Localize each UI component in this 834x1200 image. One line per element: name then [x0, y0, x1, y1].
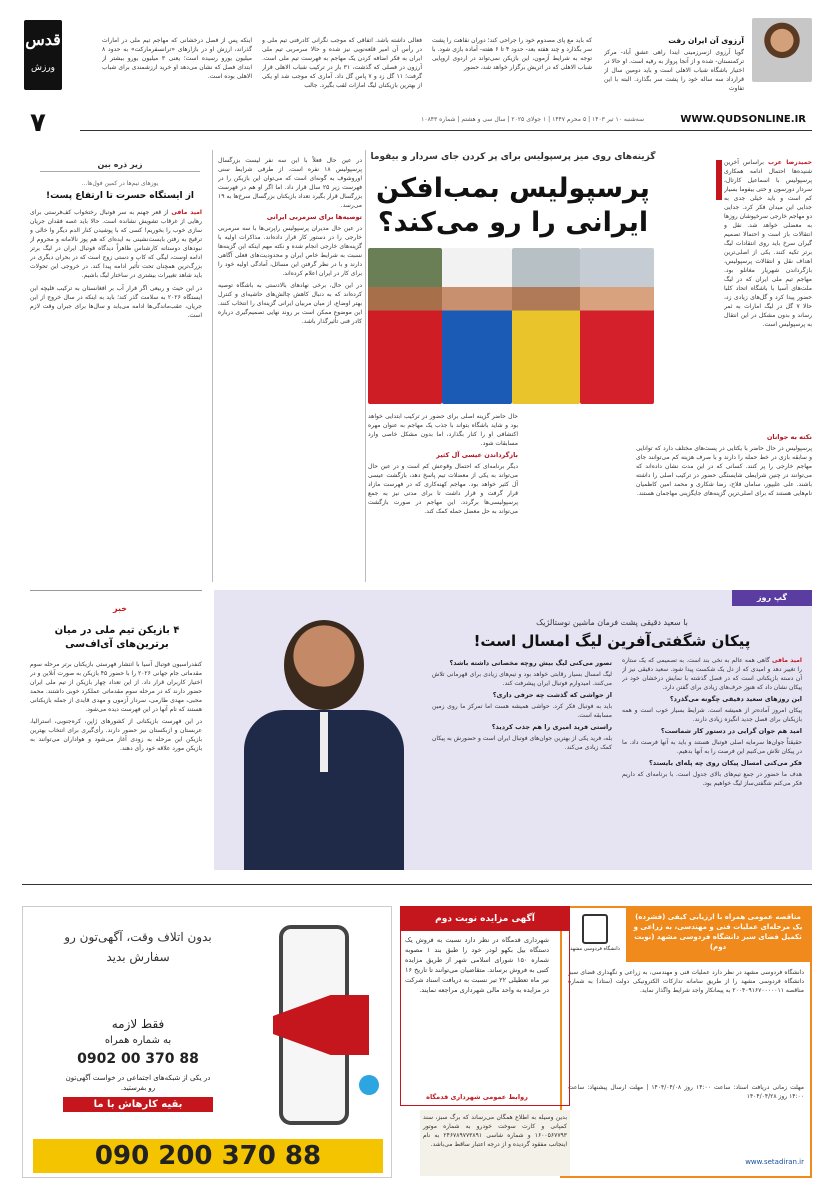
main-sub2: بازگرداندن عیسی آل کثیر — [436, 451, 518, 459]
university-logo — [570, 914, 620, 958]
classified-social: در یکی از شبکه‌های اجتماعی در خواست آگهی‌تون رو بفرستید. — [65, 1074, 211, 1092]
auction-footer: روابط عمومی شهرداری قدمگاه — [426, 1093, 528, 1101]
tender-dates: مهلت زمانی دریافت اسناد: ساعت ۱۴:۰۰ روز ۱۴۰۴/۰۴/۰۸ | مهلت ارسال پیشنهاد: ساعت ۱۴:۰۰ روز ۱۴۰۴/۰۴/۲۸ — [568, 1084, 804, 1100]
interview-a2: حقیقتاً جوان‌ها سرمایه اصلی فوتبال هستند و باید به آنها فرصت داد. ما در پیکان تلاش می‌کنیم این فرصت را به آنها بدهیم. — [622, 739, 802, 755]
main-col-mid — [368, 412, 518, 582]
main-col-right-b — [636, 430, 812, 580]
classified-tagline: بدون اتلاف وقت، آگهی‌تون رو سفارش بدید — [64, 930, 212, 964]
main-col-right — [724, 158, 812, 428]
left-bottom-kicker: خبر — [112, 604, 127, 613]
left-bottom-text: کنفدراسیون فوتبال آسیا با انتشار فهرستی بازیکنان برتر مرحله سوم مقدماتی جام جهانی ۲۰۲۶ را با حضور ۴۵ بازیکن به صورت آنلاین و در اختیار کاربران قرار داد. از این تعداد چهار بازیکن از تیم ملی ایران حضور دارند که در مرحله سوم مقدماتی عملکرد خوبی داشتند. محمد محبی، مهدی طارمی، سردار آزمون و مهدی قایدی از جمله بازیکنانی هستند که نام آنها در این فهرست دیده می‌شود. — [30, 661, 202, 713]
player-photo-2 — [512, 248, 580, 404]
left-top-text: از قعر جهنم به سر فوتبال رختخواب کف‌فرستی برای رهایی از غرقاب تشویش نشانده است. حالا باید غصه فقدان جریان سازی خوب را بخوریم! کسی که با پوشیدن کنار الدم دیگر وا خالی و ترقیج به رفتن بایست‌نشینی به ایده‌ای که هم پوز نالامانه و محروم از نبودهای دوستانه کارشناس ظاهراً دیدگاه فوتبال ایران در لیگ برتر ادامه اوست، لیگی که کاپ و دستی زوج است که در بحران دیگری در بزرگ‌ترین همچنان تحت تأثیر ادامه پیدا کند. در خروجی این تحولات باید شاهد تغییرات بیشتری در ساختار لیگ باشیم. — [30, 209, 202, 279]
main-col-left-3: در این حال، برخی نهادهای بالادستی به باشگاه توصیه کرده‌اند که به دنبال کاهش چالش‌های حاشیه‌ای و کنترل بهتر اوضاع، از میان مربیان ایرانی گزینه‌ای را انتخاب کنند. این موضوع ممکن است بر روند نهایی تصمیم‌گیری درباره کادر فنی تأثیرگذار باشد. — [218, 282, 362, 325]
tender-body: دانشگاه فردوسی مشهد در نظر دارد عملیات فنی و مهندسی، به زراعی و نگهداری فضای سبز دانشگاه فردوسی مشهد را از طریق سامانه تدارکات الکترونیکی دولت (ستاد) به شماره مناقصه ۲۰۰۴۰۹۱۶۷۰۰۰۰۰۱۱ به پیمانکار واجد شرایط واگذار نماید. — [568, 969, 804, 994]
left-bottom-headline: ۴ بازیکن تیم ملی در میان برترین‌های آی‌اف‌سی — [54, 625, 180, 650]
interview-q1: این روزهای سعید دقیقی چگونه می‌گذرد؟ — [669, 695, 802, 703]
main-kicker: گزینه‌های روی میز پرسپولیس برای پر کردن جای سردار و بیفوما — [370, 152, 656, 162]
player-photo-1 — [580, 248, 654, 404]
left-top-author: امید مافی — [171, 209, 202, 216]
main-sub3: توصیه‌ها برای سرمربی ایرانی — [266, 213, 362, 221]
classified-small-number[interactable]: 0902 00 370 88 — [77, 1051, 199, 1067]
auction-ad[interactable] — [400, 906, 570, 1106]
main-author: حمیدرضا عرب — [768, 159, 812, 166]
interview-col-left — [432, 656, 612, 866]
classified-big-number[interactable]: 090 200 370 88 — [33, 1139, 383, 1173]
player-photo-3 — [442, 248, 512, 404]
player-photo-4 — [368, 248, 442, 404]
main-col-left-text: در عین حال فعلاً با این سه نفر لیست بزرگسال پرسپولیس ۱۸ نفره است. از طرفی شرایط سنی اوروشوف به گونه‌ای است که می‌توان این بازیکن را در فهرست زیر ۲۵ سال قرار داد. اما اگر او هم در فهرست بزرگسال قرار بگیرد تعداد بازیکنان بزرگسال سرخ‌ها به ۱۹ می‌رسد. — [218, 157, 362, 209]
classified-cta: بقیه کارهاش با ما — [63, 1097, 213, 1112]
author-portrait — [752, 18, 812, 82]
interview-tag: گپ روز — [732, 590, 812, 606]
interview-a1: پیکان امروز آماده‌تر از همیشه است. شرایط بسیار خوب است و همه بازیکنان برای فصل جدید انگیزه زیادی دارند. — [622, 707, 802, 723]
interview-headline: پیکان شگفتی‌آفرین لیگ امسال است! — [473, 632, 751, 650]
interview-q3: فکر می‌کنی امسال پیکان روی چه پله‌ای بایستد؟ — [648, 759, 802, 767]
left-top-kicker: زیر ذره بین — [40, 160, 200, 172]
interview-box — [214, 590, 812, 870]
auction-title: آگهی مزایده نوبت دوم — [401, 907, 569, 931]
interview-q4: تصور می‌کنی لیگ بیش روچه مخصاتی داشته باشد؟ — [449, 659, 612, 667]
classified-number-label: به شماره همراه — [104, 1035, 172, 1046]
left-top-subkicker: یوزهای تیم‌ها در کمین فول‌ها... — [81, 180, 159, 187]
tender-header: مناقصه عمومی همراه با ارزیابی کیفی (فشرده) یک مرحله‌ای عملیات فنی و مهندسی، به زراعی و تکمیل فضای سبز دانشگاه فردوسی مشهد (نوبت دوم) — [626, 908, 810, 962]
auction-body: شهرداری قدمگاه در نظر دارد نسبت به فروش یک دستگاه بیل بکهو لودر خود را طبق بند ۱ مصوبه شماره ۱۵۰ شورای اسلامی شهر از طریق مزایده کتبی به فروش برساند. متقاضیان می‌توانند تا تاریخ ۱۶ تیر ماه تعطیلی ۲۲ تیر نسبت به دریافت اسناد شرکت در مزایده به واحد مالی شهرداری مراجعه نمایند. — [405, 936, 549, 994]
tender-ad[interactable] — [560, 906, 812, 1178]
main-accent-bar — [716, 160, 722, 200]
interview-q5: از حواشی که گذشت چه حرفی داری؟ — [492, 691, 612, 699]
main-col-mid-2: دیگر برنامه‌ای که احتمال وقوعش کم است و در عین حال می‌تواند به یکی از معضلات تیم پاسخ دهد، بازگشت عیسی آل کثیر خواهد بود. مهاجم کهنه‌کاری که در فهرست مازاد قرار گرفت و قرار داشت تا برای مدتی نیز به جمع پرسپولیسی‌ها برگردد. این مهاجم در صورت بازگشت می‌تواند به حل معضل حمله کمک کند. — [368, 463, 518, 515]
interview-a5: باید به فوتبال فکر کرد. حواشی همیشه هست اما تمرکز ما روی زمین مسابقه است. — [432, 703, 612, 719]
top-column-col4: اینکه پس از فصل درخشانی که مهاجم تیم ملی در امارات گذراند، ارزش او در بازارهای «ترانسفرمارکت» به حدود ۸ میلیون یورو رسیده است؛ یعنی ۳ میلیون یورو بیشتر از ابتدای فصل که نشان می‌دهد او خرید ارزشمندی برای شباب الاهلی بوده است. — [102, 37, 252, 80]
megaphone-phone — [259, 925, 379, 1125]
top-column-col2: که باید مع پای مصدوم خود را جراحی کند؛ دوران نقاهت را پشت سر بگذارد و چند هفته بعد- حدود ۴ تا ۶ هفته- آماده بازی شود. با توجه به شرایط آزمون، این بازیکن نمی‌تواند در اردوی اروپایی شباب الاهلی که در اتریش برگزار خواهد شد، حضور — [432, 37, 592, 71]
interview-a4: لیگ امسال بسیار رقابتی خواهد بود و تیم‌های زیادی برای قهرمانی تلاش می‌کنند. امیدوارم فوتبال ایران پیشرفت کند. — [432, 671, 612, 687]
interview-a6: بله، فرید یکی از بهترین جوان‌های فوتبال ایران است و حضورش به پیکان کمک زیادی می‌کند. — [432, 735, 612, 751]
section-name: ورزش — [30, 63, 56, 73]
main-col-left — [218, 156, 362, 582]
main-col-mid-text: حال حاضر گزینه اصلی برای حضور در ترکیب ابتدایی خواهد بود و شاید باشگاه بتواند با جذب یک مهاجم به عنوان مهره اکتشافی او را کنار بگذارد، اما بدون مشکل خاصی وارد مسابقات شود. — [368, 413, 518, 447]
tender-site[interactable]: www.setadiran.ir — [745, 1158, 804, 1166]
top-column-col1: گویا آرزوی ازسرزمینی ایندا راهی عشق آباد- مرکز ترکمنستان- شده و از آنجا پرواز به رفیه است. او حالا در اختیار باشگاه شباب الاهلی است و باید دومین سال از قرارداد سه ساله خود را پشت سر بگذارد. البته با این تفاوت — [604, 49, 744, 92]
issue-line: سه‌شنبه ۱۰ تیر ۱۴۰۳ | ۵ محرم ۱۴۴۷ | ۱ جولای ۲۰۲۵ | سال سی و هشتم | شماره ۱۰۸۴۳ — [421, 116, 644, 123]
top-column-col3: فعالی داشته باشد. اتفاقی که موجب نگرانی کادرفنی تیم ملی و در رأس آن امیر قلعه‌نویی نیز شده و حالا سرمربی تیم ملی ایران به فکر اضافه کردن یک مهاجم به فهرست تیم ملی است. آرزون در فصلی که گذشت، ۳۱ بار در ترکیب شباب الاهلی قرار گرفت؛ ۱۱ گل زد و ۷ پاس گل داد. آماری که موجب شد او یکی از بهترین بازیکنان لیگ امارات لقب بگیرد. جالب — [262, 37, 422, 89]
interview-col-right — [622, 656, 802, 866]
interview-photo — [224, 600, 424, 870]
main-col-left-2: در عین حال مدیران پرسپولیس راپرتی‌ها با سه سرمربی خارجی را در دستور کار قرار داده‌اند. مذاکرات اولیه با گزینه‌های خارجی انجام شده و نکته مهم اینکه این گزینه‌ها نسبت به شرایط خاص ایران و محدودیت‌های فعلی آگاهی دارند و با در نظر گرفتن این مسائل، آمادگی اولیه خود را برای کار در ایران اعلام کرده‌اند. — [218, 225, 362, 277]
interview-q2: امید هم جوان گرایی در دستور کار شماست؟ — [660, 727, 802, 735]
logo — [24, 20, 62, 90]
lost-document-notice: بدین وسیله به اطلاع همگان می‌رساند که برگ سبز، سند کمپانی و کارت سوخت خودرو به شماره موتور ۱۶۰۰۵۶۷۷۹۳ و شماره شاسی ۲۴۶۷۸۹۷۷۳۸۹۱ به نام اینجانب مفقود گردیده و از درجه اعتبار ساقط می‌باشد. — [420, 1110, 570, 1176]
logo-text: قدس — [25, 30, 61, 49]
main-col-right-2: پرسپولیس در حال حاضر با یکتایی در پست‌های مختلف دارد که توانایی و سابقه بازی در خط حمله را دارند و با صرف هزینه کم می‌توانند جای مهاجم خارجی را پر کنند. کسانی که در این مدت نشان داده‌اند که می‌توانند در چنین شرایطی شایستگی حضور در ترکیب اصلی را داشته باشند. علی علیپور، سامان فلاح، رضا شکاری و محمد امین کاظمیان نام‌هایی هستند که برای اصلی‌ترین گزینه‌های جایگزینی مهاجمان هستند. — [636, 445, 812, 497]
interview-author: امید مافی — [771, 657, 802, 664]
left-bottom-text-2: در این فهرست بازیکنانی از کشورهای ژاپن، کره‌جنوبی، استرالیا، عربستان و ازبکستان نیز حضور دارند. رأی‌گیری برای انتخاب بهترین بازیکن این مرحله به زودی آغاز می‌شود و هواداران می‌توانند به بازیکن مورد علاقه خود رأی دهند. — [30, 718, 202, 752]
interview-a3: هدف ما حضور در جمع تیم‌های بالای جدول است. با برنامه‌ای که داریم فکر می‌کنم شگفتی‌ساز لیگ خواهیم بود. — [622, 771, 802, 787]
interview-q6: راستی فرید امیری را هم جذب کردید؟ — [491, 723, 612, 731]
university-name: دانشگاه فردوسی مشهد — [570, 946, 620, 952]
top-column-title: آرزوی آن ایران رفت — [668, 36, 744, 45]
main-sub1: نکته به جوانان — [766, 433, 812, 441]
interview-intro: گاهی همه عالم به نخی بند است. به تصمیمی که یک ستاره را تغییر دهد و امیدی که از دل یک شکست پیدا شود. سعید دقیقی نیز از آن دسته بازیکنانی است که در فصل گذشته با نمایش درخشان خود در پیکان نشان داد که هنوز حرف‌های زیادی برای گفتن دارد. — [622, 657, 802, 691]
page-number: ۷ — [30, 108, 46, 138]
main-headline: پرسپولیس بمب‌افکن ایرانی را رو می‌کند؟ — [376, 173, 650, 238]
left-bottom-body — [30, 660, 202, 870]
left-top-headline: از ایستگاه حسرت تا ارتفاع پست! — [45, 191, 195, 201]
classified-need: فقط لازمه — [111, 1017, 165, 1031]
left-top-body — [30, 208, 202, 578]
classified-ad[interactable] — [22, 906, 392, 1178]
left-top-text-2: در این حیث و ربیعی اگر فرار آب بر افغانستان به ترکیب فلیچه این ایستگاه ۲۰۲۶ به سلامت گذر کند؛ باید به اینکه در سال خروج از این جریان، عقب‌ماندگی‌ها ادامه می‌یابد و سال‌ها برای جبران وقت لازم است. — [30, 285, 202, 319]
main-col-right-text: براساس آخرین شنیده‌ها احتمال ادامه همکاری پرسپولیس با اسماعیل کارتال، سردار دورسون و حتی بیفوما بسیار کم است و باید خیلی جدی به جدایی این میدان فکر کرد. جدایی دو مهاجم خارجی سرخپوشان روزها به معضلی خواهد شد. نقل و انتقالات باز است و احتمالا تصمیم گیران سرخ باید روی انتقادات لیگ برتر تکیه کنند. یکی از اصلی‌ترین اهداف نقل و انتقالات پرسپولیس، بازگرداندن شهریار مغانلو بود. مهاجم تیم ملی ایران که در لیگ ملت‌های آسیا با باشگاه اتحاد کلبا حضور پیدا کرد و گل‌های زیادی زد، حالا ۷ گل در لیگ امارات به ثمر رساند و بدون مشکل در این انتقال به پرسپولیس است. — [724, 159, 812, 328]
interview-kicker: با سعید دقیقی پشت فرمان ماشین نوستالژیک — [536, 618, 688, 627]
site-url[interactable]: WWW.QUDSONLINE.IR — [680, 114, 806, 125]
